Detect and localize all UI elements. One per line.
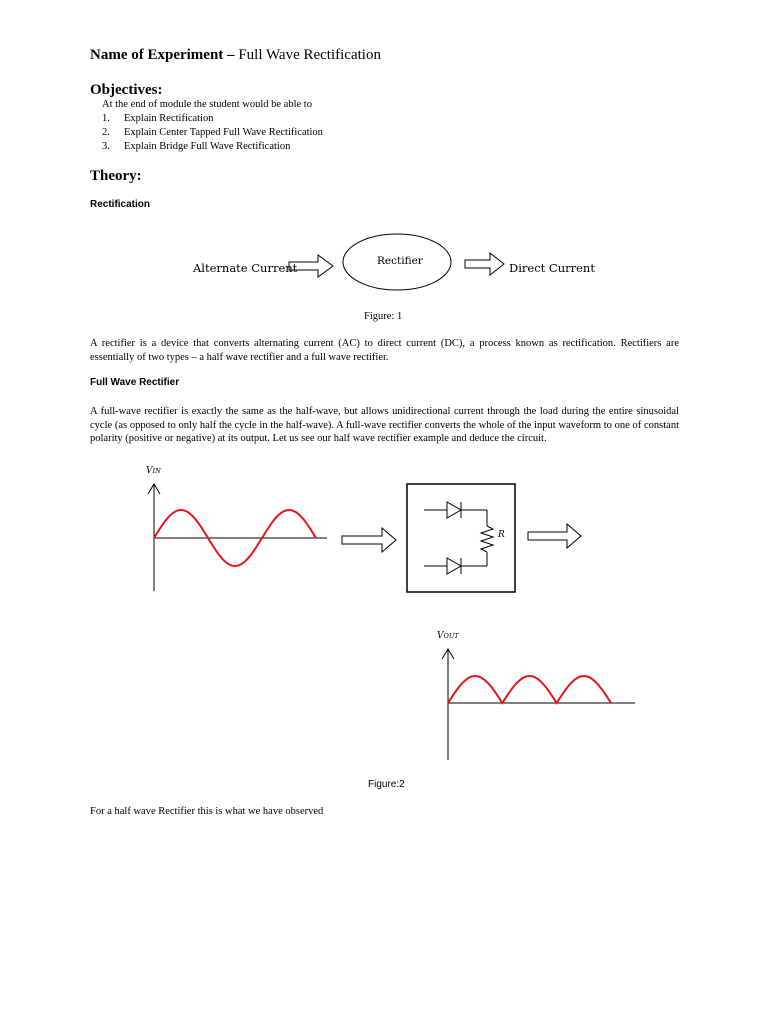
rectification-heading: Rectification — [90, 199, 151, 210]
objective-text: Explain Center Tapped Full Wave Rectification — [124, 127, 323, 138]
experiment-title-value: Full Wave Rectification — [238, 47, 381, 63]
vout-subscript: OUT — [443, 632, 459, 640]
objective-text: Explain Bridge Full Wave Rectification — [124, 141, 291, 152]
full-wave-paragraph: A full-wave rectifier is exactly the same as the half-wave, but allows unidirectional current through the load during the entire sinusoidal cycle (as opposed to only half the cycle in the half-wave). A full-wave rectifier converts the whole of the input waveform to one of constant polarity (positive or negative) at its output. Let us see our half wave rectifier example and deduce the circuit. — [90, 406, 679, 445]
experiment-title-label: Name of Experiment – — [90, 47, 239, 63]
vout-axes — [442, 649, 635, 760]
output-arrow — [465, 253, 504, 275]
vout-rectified-wave — [448, 676, 611, 703]
figure-2-diagram — [0, 460, 768, 780]
objective-number: 2. — [102, 127, 110, 138]
vin-label — [146, 466, 161, 476]
vin-subscript: IN — [152, 467, 161, 475]
objective-text: Explain Rectification — [124, 113, 214, 124]
objectives-intro: At the end of module the student would be able to — [102, 99, 312, 110]
objective-number: 3. — [102, 141, 110, 152]
input-to-circuit-arrow — [342, 528, 396, 552]
figure-2-caption: Figure:2 — [368, 779, 405, 790]
vout-symbol: V — [437, 631, 444, 641]
figure-1-caption: Figure: 1 — [364, 311, 403, 322]
figure-1-diagram — [0, 0, 768, 330]
objective-number: 1. — [102, 113, 110, 124]
objectives-heading: Objectives: — [90, 82, 163, 98]
full-wave-heading: Full Wave Rectifier — [90, 377, 180, 388]
vin-axes — [148, 484, 327, 591]
theory-heading: Theory: — [90, 168, 142, 184]
direct-current-label: Direct Current — [509, 261, 595, 275]
rectifier-label: Rectifier — [377, 255, 423, 267]
circuit-to-output-arrow — [528, 524, 581, 548]
vin-symbol: V — [146, 466, 153, 476]
resistor-label: R — [498, 530, 505, 540]
vout-label — [437, 631, 459, 641]
closing-text: For a half wave Rectifier this is what we have observed — [90, 806, 324, 817]
rectification-paragraph: A rectifier is a device that converts alternating current (AC) to direct current (DC), a process known as rectification. Rectifiers are essentially of two types – a half wave rectifier and a full wave rectifier. — [90, 338, 679, 363]
alternate-current-label: Alternate Current — [193, 261, 298, 275]
